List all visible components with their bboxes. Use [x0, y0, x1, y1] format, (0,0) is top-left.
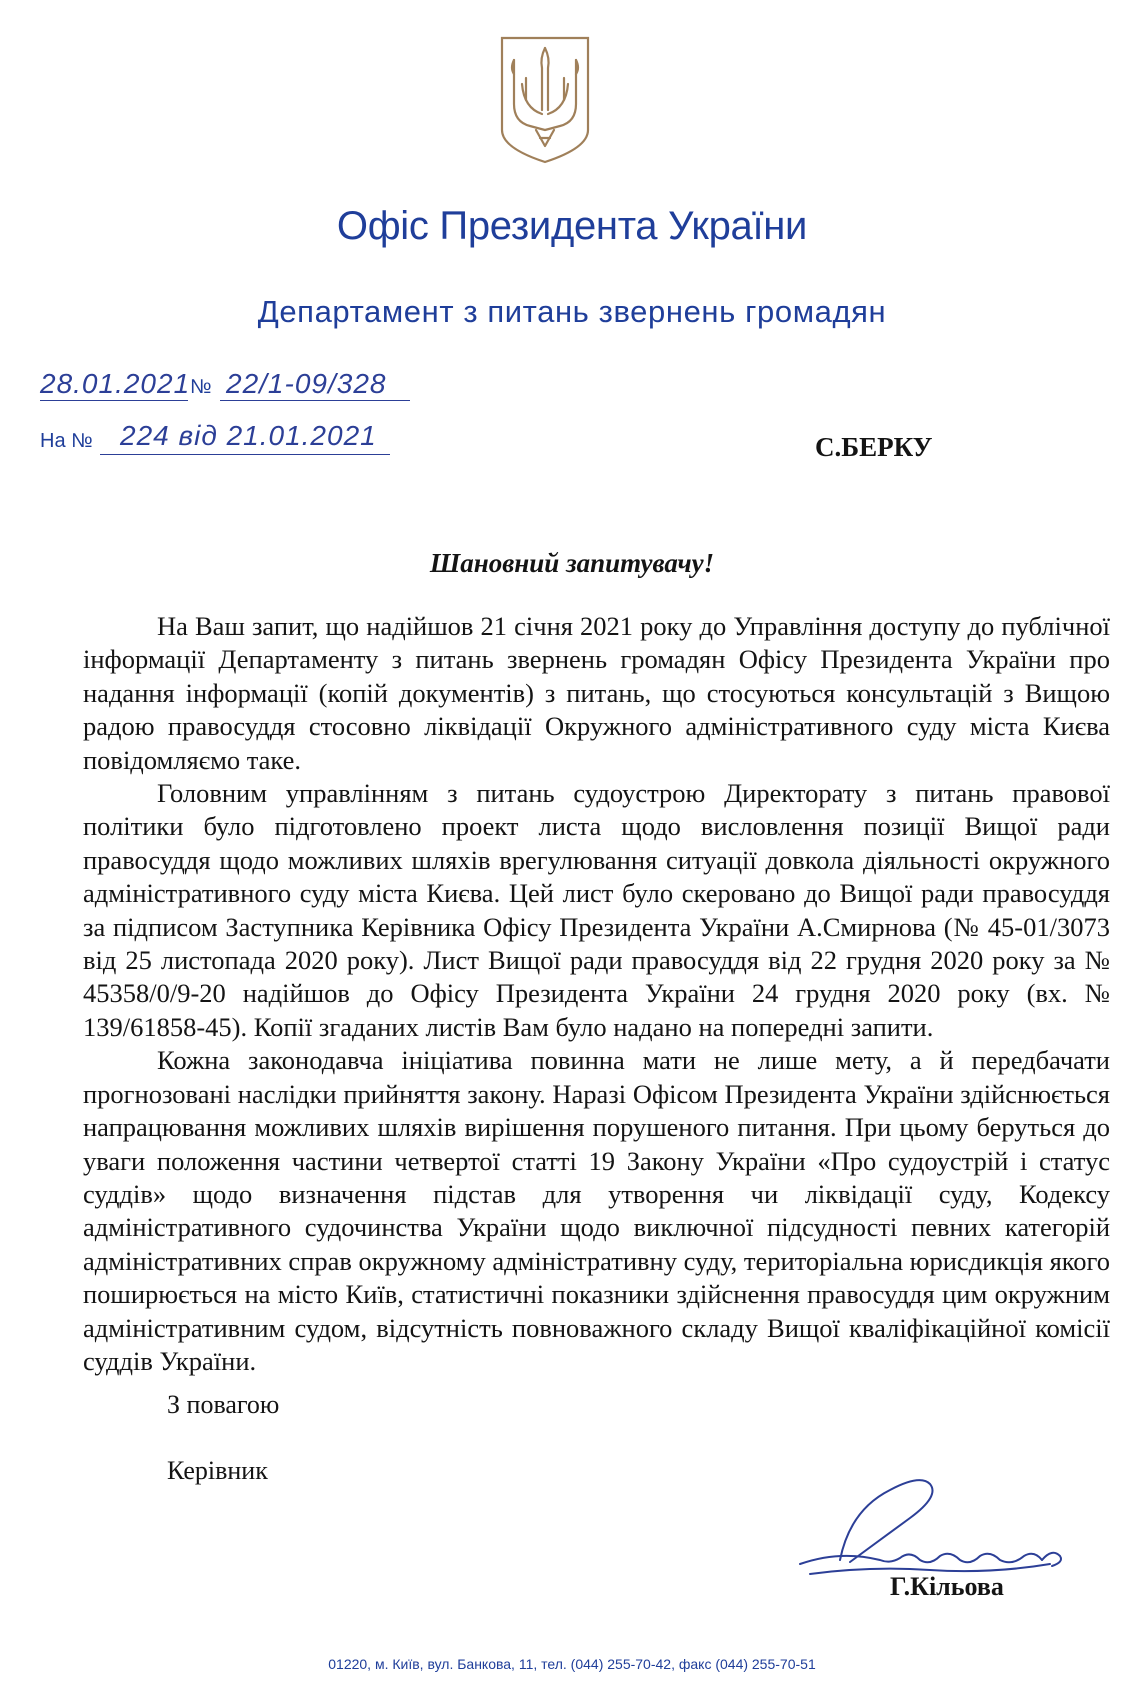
reply-reference: 224 від 21.01.2021 [120, 420, 377, 451]
body-paragraph: На Ваш запит, що надійшов 21 січня 2021 року до Управління доступу до публічної інформації Департаменту з питань звернень громадян Офісу Президента України про надання інформації (копій документів) з питань, що стосуються консультацій з Вищою радою правосуддя стосовно ліквідації Окружного адміністративного суду міста Києва повідомляємо таке. [83, 611, 1110, 775]
recipient: С.БЕРКУ [815, 432, 933, 462]
number-underline [220, 400, 410, 401]
department-name: Департамент з питань звернень громадян [257, 294, 887, 329]
date-underline [40, 400, 188, 401]
letter-body [83, 610, 1110, 1378]
salutation: Шановний запитувачу! [429, 548, 715, 578]
org-name: Офіс Президента України [336, 204, 808, 248]
signer-name: Г.Кільова [890, 1572, 1004, 1601]
body-paragraph: Головним управлінням з питань судоустрою Директорату з питань правової політики було підготовлено проект листа щодо висловлення позиції Вищої ради правосуддя щодо можливих шляхів врегулювання ситуації довкола діяльності окружного адміністративного суду міста Києва. Цей лист було скеровано до Вищої ради правосуддя за підписом Заступника Керівника Офісу Президента України А.Смирнова (№ 45-01/3073 від 25 листопада 2020 року). Лист Вищої ради правосуддя від 22 грудня 2020 року за № 45358/0/9-20 надійшов до Офісу Президента України 24 грудня 2020 року (вх. № 139/61858-45). Копії згаданих листів Вам було надано на попередні запити. [83, 778, 1110, 1042]
trident-emblem-icon [496, 34, 594, 166]
signer-position: Керівник [167, 1456, 268, 1485]
outgoing-date: 28.01.2021 [40, 368, 191, 399]
reply-underline [100, 454, 390, 455]
number-label: № [190, 376, 212, 398]
body-paragraph: Кожна законодавча ініціатива повинна мати не лише мету, а й передбачати прогнозовані наслідки прийняття закону. Наразі Офісом Президента України здійснюється напрацювання можливих шляхів вирішення порушеного питання. При цьому беруться до уваги положення частини четвертої статті 19 Закону України «Про судоустрій і статус суддів» щодо визначення підстав для утворення чи ліквідації суду, Кодексу адміністративного судочинства України щодо виключної підсудності певних категорій адміністративних справ окружному адміністративну суду, територіальна юрисдикція якого поширюється на місто Київ, статистичні показники здійснення правосуддя цим окружним адміністративним судом, відсутність повноважного складу Вищої кваліфікаційної комісії суддів України. [83, 1045, 1110, 1376]
reply-label: На № [40, 430, 93, 452]
footer-address: 01220, м. Київ, вул. Банкова, 11, тел. (044) 255-70-42, факс (044) 255-70-51 [328, 1656, 816, 1672]
outgoing-number: 22/1-09/328 [226, 368, 387, 399]
closing-regards: З повагою [167, 1390, 280, 1419]
